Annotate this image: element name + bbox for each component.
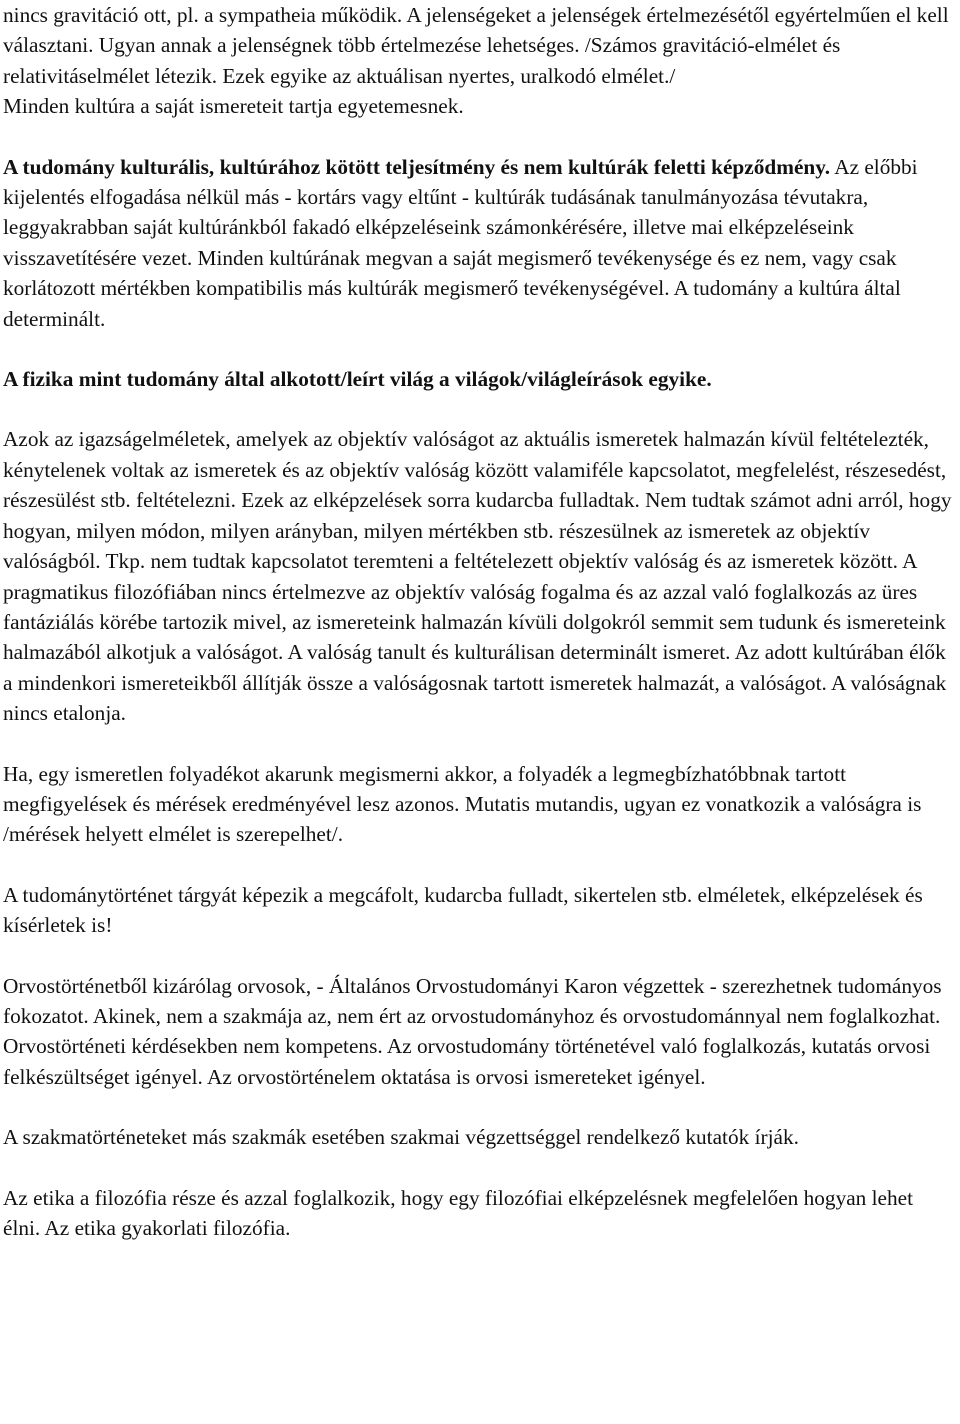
body-paragraph-medical-history: Orvostörténetből kizárólag orvosok, - Általános Orvostudományi Karon végzettek - szerezhetnek tudományos fokozatot. Akinek, nem a szakmája az, nem ért az orvostudományhoz és orvostudománnyal nem foglalkozhat. Orvostörténeti kérdésekben nem kompetens. Az orvostudomány történetével való foglalkozás, kutatás orvosi felkészültséget igényel. Az orvostörténelem oktatása is orvosi ismereteket igényel. <box>3 973 942 1089</box>
intro-paragraph: nincs gravitáció ott, pl. a sympatheia működik. A jelenségeket a jelenségek értelmezésétől egyértelműen el kell választani. Ugyan annak a jelenségnek több értelmezése lehetséges. /Számos gravitáció-elmélet és relativitáselmélet létezik. Ezek egyike az aktuálisan nyertes, uralkodó elmélet./ <box>3 3 949 88</box>
body-paragraph-history-of-science: A tudománytörténet tárgyát képezik a megcáfolt, kudarcba fulladt, sikertelen stb. elméletek, elképzelések és kísérletek is! <box>3 882 923 938</box>
body-paragraph-ethics: Az etika a filozófia része és azzal foglalkozik, hogy egy filozófiai elképzelésnek megfelelően hogyan lehet élni. Az etika gyakorlati filozófia. <box>3 1185 914 1240</box>
culture-section-heading: A tudomány kulturális, kultúrához kötött teljesítmény és nem kultúrák feletti képződmény. <box>3 154 831 179</box>
culture-section-paragraph <box>3 152 953 334</box>
body-paragraph-professional-histories: A szakmatörténeteket más szakmák esetében szakmai végzettséggel rendelkező kutatók írják. <box>3 1125 799 1150</box>
intro-paragraph-2: Minden kultúra a saját ismereteit tartja egyetemesnek. <box>3 94 464 119</box>
document-page <box>3 0 953 1243</box>
body-paragraph-truth-theories: Azok az igazságelméletek, amelyek az objektív valóságot az aktuális ismeretek halmazán kívül feltételezték, kénytelenek voltak az ismeretek és az objektív valóság között valamiféle kapcsolatot, megfelelést, részesedést, részesülést stb. feltételezni. Ezek az elképzelések sorra kudarcba fulladtak. Nem tudtak számot adni arról, hogy hogyan, milyen módon, milyen arányban, milyen mértékben stb. részesülnek az ismeretek az objektív valóságból. Tkp. nem tudtak kapcsolatot teremteni a feltételezett objektív valóság és az ismeretek között. A pragmatikus filozófiában nincs értelmezve az objektív valóság fogalma és az azzal való foglalkozás az üres fantáziálás körébe tartozik mivel, az ismereteink halmazán kívüli dolgokról semmit sem tudunk és ismereteink halmazából alkotjuk a valóságot. A valóság tanult és kulturálisan determinált ismeret. Az adott kultúrában élők a mindenkori ismereteikből állítják össze a valóságosnak tartott ismeretek halmazát, a valóságot. A valóságnak nincs etalonja. <box>3 427 952 726</box>
culture-section-body: Az előbbi kijelentés elfogadása nélkül más - kortárs vagy eltűnt - kultúrák tudásának tanulmányozása tévutakra, leggyakrabban saját kultúránkból fakadó elképzeléseink számonkérésére, illetve mai elképzeléseink visszavetítésére vezet. Minden kultúrának megvan a saját megismerő tevékenysége és ez nem, vagy csak korlátozott mértékben kompatibilis más kultúrák megismerő tevékenységével. A tudomány a kultúra által determinált. <box>3 154 918 331</box>
body-paragraph-liquid: Ha, egy ismeretlen folyadékot akarunk megismerni akkor, a folyadék a legmegbízhatóbbnak tartott megfigyelések és mérések eredményével lesz azonos. Mutatis mutandis, ugyan ez vonatkozik a valóságra is /mérések helyett elmélet is szerepelhet/. <box>3 761 922 847</box>
physics-section-heading: A fizika mint tudomány által alkotott/leírt világ a világok/világleírások egyike. <box>3 367 712 392</box>
